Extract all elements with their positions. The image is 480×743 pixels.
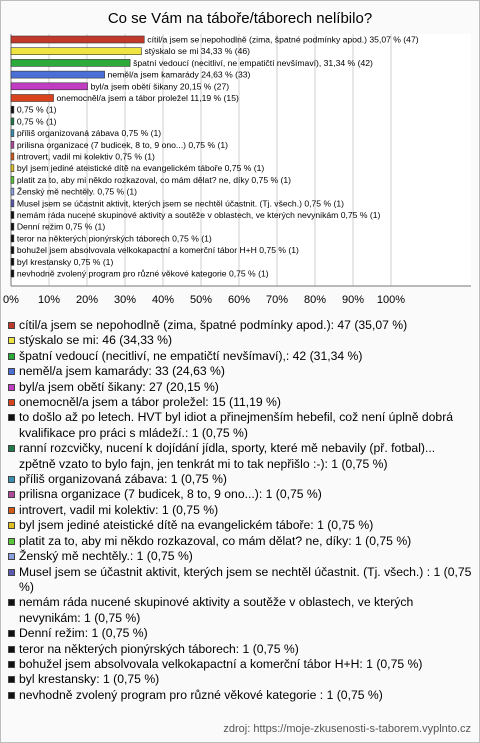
bar <box>11 258 14 265</box>
bar <box>11 36 144 43</box>
legend-swatch <box>8 646 15 653</box>
bar-label: byl jsem jediné ateistické dítě na evangelickém táboře 0,75 % (1) <box>16 163 265 174</box>
legend <box>8 318 474 703</box>
bar <box>11 71 105 78</box>
legend-swatch <box>8 476 15 483</box>
bar-label: Denní režim 0,75 % (1) <box>16 221 106 232</box>
x-tick-label: 100% <box>376 294 406 306</box>
x-tick-label: 80% <box>303 294 327 306</box>
legend-swatch <box>8 368 15 375</box>
legend-label: cítil/a jsem se nepohodlně (zima, špatné podmínky apod.): 47 (35,07 %) <box>19 318 408 332</box>
legend-label: introvert, vadil mi kolektiv: 1 (0,75 %) <box>19 502 219 517</box>
x-tick-label: 40% <box>151 294 175 306</box>
bar-label: špatní vedoucí (necitliví, ne empatičtí nevšímaví), 31,34 % (42) <box>133 57 373 68</box>
legend-item <box>8 565 474 596</box>
legend-label: onemocněl/a jsem a tábor proležel: 15 (11,19 %) <box>19 395 281 410</box>
bar-label: prilisna organizace (7 budicek, 8 to, 9 ono...) 0,75 % (1) <box>16 139 228 150</box>
legend-swatch <box>8 553 15 560</box>
x-tick-label: 90% <box>341 294 365 306</box>
bar <box>11 118 14 125</box>
bar <box>11 165 14 172</box>
legend-item <box>8 672 474 687</box>
bar-label: Ženský mě nechtěly. 0,75 % (1) <box>16 186 138 197</box>
legend-label: špatní vedoucí (necitliví, ne empatičtí nevšímaví),: 42 (31,34 %) <box>19 348 363 363</box>
legend-swatch <box>8 384 15 391</box>
legend-item <box>8 503 474 518</box>
legend-item <box>8 472 474 487</box>
legend-swatch <box>8 569 15 576</box>
x-tick-label: 60% <box>227 294 251 306</box>
legend-swatch <box>8 445 15 452</box>
bar <box>11 270 14 277</box>
legend-item <box>8 534 474 549</box>
legend-item <box>8 487 474 502</box>
legend-swatch <box>8 414 15 421</box>
legend-item <box>8 395 474 410</box>
legend-item <box>8 595 474 626</box>
x-tick-label: 20% <box>75 294 99 306</box>
bar-label: teror na některých pionýrských táborech 0,75 % (1) <box>16 233 212 244</box>
bar-label: onemocněl/a jsem a tábor proležel 11,19 % (15) <box>56 93 239 103</box>
legend-label: ranní rozcvičky, nucení k dojídání jídla, sporty, které mě nebavily (př. fotbal)... zpětně vzato to bylo fajn, jen tenkrát mi to tak nepřišlo :-): 1 (0,75 %) <box>19 441 436 471</box>
legend-swatch <box>8 522 15 529</box>
x-tick-label: 10% <box>37 294 61 306</box>
bar-label: neměl/a jsem kamarády 24,63 % (33) <box>107 69 251 80</box>
bar-label: stýskalo se mi 34,33 % (46) <box>144 46 251 57</box>
legend-swatch <box>8 692 15 699</box>
legend-swatch <box>8 599 15 606</box>
legend-swatch <box>8 630 15 637</box>
bar-label: 0,75 % (1) <box>16 116 57 127</box>
legend-swatch <box>8 491 15 498</box>
legend-label: to došlo až po letech. HVT byl idiot a přinejmenším hebefil, což není úplně dobrá kvalifikace pro práci s mládeží.: 1 (0,75 %) <box>19 410 454 440</box>
legend-item <box>8 549 474 564</box>
source-note: zdroj: https://moje-zkusenosti-s-taborem.vyplnto.cz <box>223 723 471 735</box>
legend-label: teror na některých pionýrských táborech: 1 (0,75 %) <box>19 641 299 656</box>
x-tick-label: 30% <box>113 294 137 306</box>
legend-swatch <box>8 399 15 406</box>
legend-label: nevhodně zvolený program pro různé věkové kategorie : 1 (0,75 %) <box>19 687 383 702</box>
bar <box>11 130 14 137</box>
bar <box>11 212 14 219</box>
bar <box>11 247 14 254</box>
legend-item <box>8 364 474 379</box>
bar <box>11 59 130 66</box>
bar-label: 0,75 % (1) <box>16 104 57 115</box>
bar-label: byl/a jsem obětí šikany 20,15 % (27) <box>90 81 230 92</box>
bar <box>11 106 14 113</box>
legend-label: byl/a jsem obětí šikany: 27 (20,15 %) <box>19 379 219 394</box>
legend-item <box>8 410 474 441</box>
bar-label: nevhodně zvolený program pro různé věkové kategorie 0,75 % (1) <box>16 268 269 279</box>
legend-item <box>8 626 474 641</box>
legend-swatch <box>8 322 15 329</box>
bar-label: platit za to, aby mi někdo rozkazoval, co mám dělat? ne, díky 0,75 % (1) <box>16 174 292 185</box>
legend-item <box>8 333 474 348</box>
bar <box>11 188 14 195</box>
legend-swatch <box>8 661 15 668</box>
legend-swatch <box>8 353 15 360</box>
bar <box>11 83 88 90</box>
legend-label: bohužel jsem absolvovala velkokapactní a komerční tábor H+H: 1 (0,75 %) <box>19 656 423 671</box>
bar-chart <box>0 0 480 320</box>
bar-label: bohužel jsem absolvovala velkokapactní a komerční tábor H+H 0,75 % (1) <box>16 245 299 256</box>
legend-label: Ženský mě nechtěly.: 1 (0,75 %) <box>19 549 193 564</box>
chart-title: Co se Vám na táboře/táborech nelíbilo? <box>107 10 373 27</box>
bar-label: příliš organizovaná zábava 0,75 % (1) <box>16 128 162 139</box>
bar-label: Musel jsem se účastnit aktivit, kterých jsem se nechtěl účastnit. (Tj. všech.) 0,75 % (1) <box>16 198 345 209</box>
x-tick-label: 0% <box>3 294 19 306</box>
legend-label: neměl/a jsem kamarády: 33 (24,63 %) <box>19 364 225 379</box>
bar <box>11 176 14 183</box>
legend-label: byl krestansky: 1 (0,75 %) <box>19 672 160 687</box>
legend-label: Musel jsem se účastnit aktivit, kterých jsem se nechtěl účastnit. (Tj. všech.) : 1 (0,75 %) <box>19 564 472 594</box>
bar <box>11 235 14 242</box>
legend-swatch <box>8 676 15 683</box>
bar <box>11 223 14 230</box>
legend-swatch <box>8 538 15 545</box>
legend-label: stýskalo se mi: 46 (34,33 %) <box>19 333 173 348</box>
legend-item <box>8 380 474 395</box>
legend-item <box>8 657 474 672</box>
legend-item <box>8 441 474 472</box>
legend-label: prilisna organizace (7 budicek, 8 to, 9 ono...): 1 (0,75 %) <box>19 487 322 502</box>
bar-label: nemám ráda nucené skupinové aktivity a soutěže v oblastech, ve kterých nevynikám 0,75 % (1) <box>16 210 381 220</box>
legend-swatch <box>8 507 15 514</box>
bar-label: introvert, vadil mi kolektiv 0,75 % (1) <box>16 151 155 162</box>
legend-item <box>8 518 474 533</box>
x-tick-label: 50% <box>189 294 213 306</box>
legend-item <box>8 318 474 333</box>
legend-item <box>8 349 474 364</box>
bar <box>11 153 14 160</box>
bar-label: cítil/a jsem se nepohodlně (zima, špatné podmínky apod.) 35,07 % (47) <box>147 34 419 45</box>
bar <box>11 200 14 207</box>
legend-item <box>8 642 474 657</box>
bar <box>11 141 14 148</box>
x-tick-label: 70% <box>265 294 289 306</box>
legend-label: byl jsem jediné ateistické dítě na evangelickém táboře: 1 (0,75 %) <box>19 518 374 533</box>
legend-label: nemám ráda nucené skupinové aktivity a soutěže v oblastech, ve kterých nevynikám: 1 (0,75 %) <box>19 595 414 625</box>
bar <box>11 95 54 102</box>
legend-label: Denní režim: 1 (0,75 %) <box>19 626 148 641</box>
bar <box>11 48 141 55</box>
legend-label: příliš organizovaná zábava: 1 (0,75 %) <box>19 472 227 487</box>
legend-swatch <box>8 337 15 344</box>
legend-label: platit za to, aby mi někdo rozkazoval, co mám dělat? ne, díky: 1 (0,75 %) <box>19 533 412 548</box>
bar-label: byl krestansky 0,75 % (1) <box>16 256 114 267</box>
legend-item <box>8 688 474 703</box>
